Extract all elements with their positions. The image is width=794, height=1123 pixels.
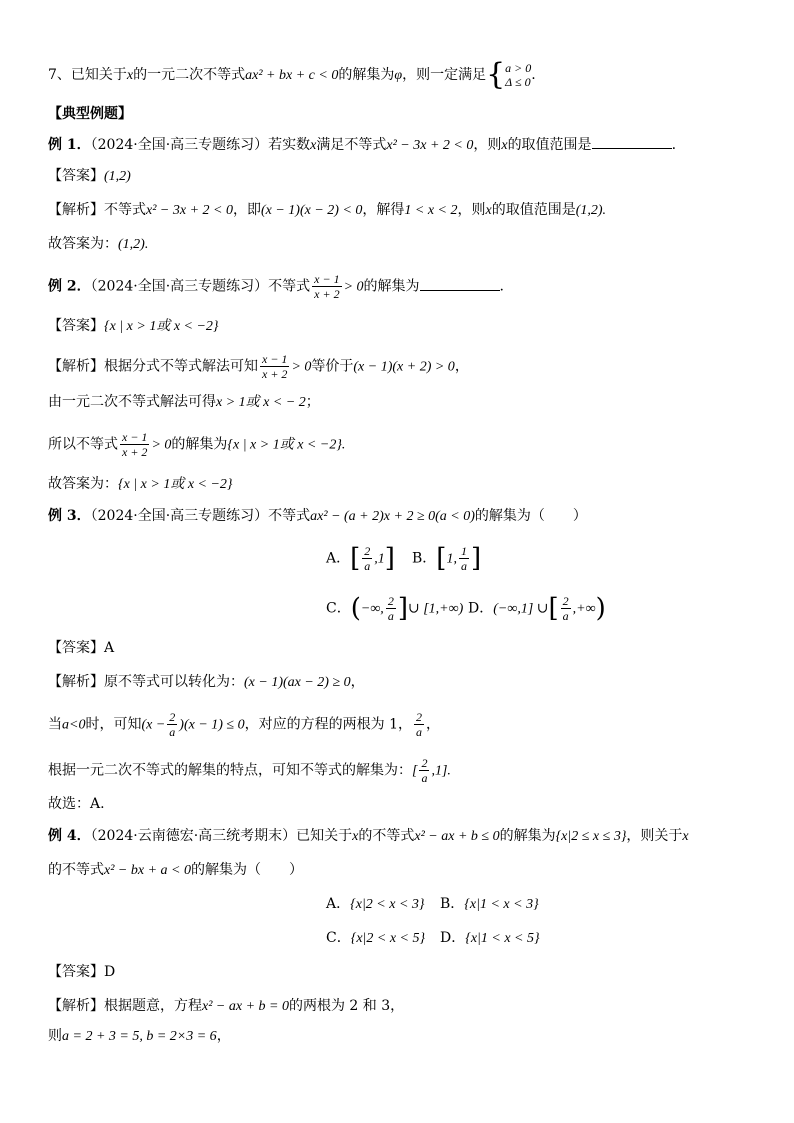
numerator: 2 [169, 710, 176, 724]
denominator: a [421, 771, 428, 785]
final-label: 故答案为： [48, 476, 118, 492]
option-label: A． [326, 896, 351, 912]
equivalent-inequality: (x − 1)(x + 2) > 0 [353, 359, 455, 375]
answer-value: D [104, 964, 116, 980]
denominator: a [169, 725, 176, 739]
numerator: x − 1 [314, 272, 340, 286]
numerator: x − 1 [122, 430, 148, 444]
punct: ； [305, 394, 320, 410]
text: 等价于 [311, 358, 354, 375]
source: （2024·云南德宏·高三统考期末）已知关于 [90, 828, 353, 844]
example-1-answer [48, 166, 131, 187]
text: 的不等式 [358, 828, 415, 844]
example-4-question [48, 826, 689, 847]
answer-value: (1,2) [104, 169, 131, 184]
example-3-final: 故选：A. [48, 796, 105, 812]
numerator: 2 [364, 544, 371, 558]
left-brace: { [486, 57, 506, 92]
answer-label: 【答案】 [48, 318, 104, 334]
var-x: x [352, 829, 359, 844]
final-value: (1,2). [118, 237, 149, 252]
tail: ,+∞ [572, 601, 596, 617]
option-value: {x|2 < x < 3} [350, 897, 425, 912]
text: 的解集为 [171, 436, 228, 453]
inequality: x² − 3x + 2 < 0 [146, 203, 233, 218]
option-b[interactable] [440, 894, 539, 915]
text: 不等式 [104, 202, 146, 218]
bracket: ] [384, 543, 395, 574]
option-d[interactable] [440, 928, 540, 949]
example-2-analysis-line3 [48, 430, 345, 459]
text: ，则关于 [626, 828, 683, 844]
expr-tail: )(x − 1) ≤ 0 [179, 717, 245, 733]
fraction [167, 710, 177, 739]
bracket: ) [595, 593, 606, 624]
punct: ， [216, 1028, 231, 1044]
text: 则 [48, 1028, 62, 1044]
example-3-analysis-line3 [48, 756, 451, 785]
option-a[interactable] [326, 544, 395, 573]
example-label: 例 3． [48, 508, 91, 524]
text: 满足不等式 [316, 137, 387, 153]
item7-text3: 的解集为 [338, 67, 395, 83]
example-2-analysis [48, 352, 469, 381]
bracket: [ [548, 593, 559, 624]
option-value: {x|2 < x < 5} [350, 931, 426, 946]
example-1-analysis [48, 200, 606, 221]
denominator: a [387, 609, 394, 623]
analysis-label: 【解析】 [48, 202, 104, 218]
head: 1, [446, 551, 457, 567]
fraction [561, 594, 571, 623]
example-2-question [48, 272, 504, 301]
option-label: C． [326, 600, 351, 617]
fraction [419, 756, 429, 785]
solution: x > 1或 x < − 2 [216, 395, 306, 410]
empty-set-symbol: φ [394, 68, 403, 83]
inequality: x² − bx + a < 0 [104, 863, 191, 878]
comparison: > 0 [343, 279, 364, 295]
text: 所以不等式 [48, 436, 118, 453]
period: . [671, 137, 677, 153]
solution: 1 < x < 2 [404, 203, 458, 218]
text: 原不等式可以转化为： [104, 674, 244, 690]
option-c[interactable] [326, 594, 463, 623]
denominator: a [562, 609, 569, 623]
bracket: [ [436, 543, 447, 574]
var-x: x [485, 203, 492, 218]
condition: a<0 [62, 717, 86, 733]
fraction [414, 710, 424, 739]
option-label: D． [468, 600, 494, 617]
inequality: x² − ax + b ≤ 0 [414, 829, 500, 844]
bracket: [ [412, 763, 418, 779]
option-c[interactable] [326, 928, 425, 949]
condition-system [505, 61, 531, 89]
fraction [362, 544, 372, 573]
option-label: B． [440, 896, 465, 912]
tail: ,1 [374, 551, 385, 567]
text: ，则 [473, 137, 502, 153]
text: 的取值范围是 [507, 137, 592, 153]
section-heading: 【典型例题】 [48, 106, 132, 122]
var-x: x [126, 68, 134, 83]
answer-blank[interactable] [592, 134, 672, 149]
comparison: > 0 [291, 359, 312, 375]
bracket: ( [350, 593, 361, 624]
final-value: {x | x > 1或 x < −2} [118, 477, 233, 492]
example-3-analysis-line2 [48, 710, 440, 739]
numerator: 1 [460, 544, 467, 558]
text: 时，可知 [85, 716, 142, 733]
period: . [531, 67, 536, 83]
condition-a-positive: a > 0 [505, 61, 532, 75]
option-value: {x|1 < x < 5} [465, 931, 540, 946]
final-label: 故答案为： [48, 236, 118, 252]
numerator: 2 [415, 710, 422, 724]
numerator: 2 [421, 756, 428, 770]
example-label: 例 4． [48, 828, 91, 844]
text: 的解集为 [363, 278, 420, 295]
answer-label: 【答案】 [48, 964, 104, 980]
example-1-final [48, 234, 148, 255]
equation: x² − ax + b = 0 [202, 999, 289, 1014]
solution-set: {x | x > 1或 x < −2}. [227, 437, 346, 453]
var-x: x [310, 138, 317, 153]
text: 的不等式 [48, 862, 104, 878]
fraction [120, 430, 149, 459]
answer-value: {x | x > 1或 x < −2} [104, 319, 219, 334]
text: ，解得 [362, 202, 405, 218]
expression: a = 2 + 3 = 5, b = 2×3 = 6 [62, 1029, 217, 1044]
head: (−∞,1] ∪ [493, 601, 549, 617]
option-value: {x|1 < x < 3} [464, 897, 539, 912]
text: ，对应的方程的两根为 1， [244, 716, 412, 733]
option-d[interactable] [468, 594, 606, 623]
numerator: x − 1 [262, 352, 288, 366]
answer-label: 【答案】 [48, 168, 104, 184]
item7-text: 7、已知关于 [48, 67, 127, 83]
denominator: a [415, 725, 422, 739]
text: 的解集为（ ） [190, 862, 303, 878]
option-a[interactable] [326, 894, 425, 915]
bracket: ] [470, 543, 482, 574]
example-4-answer [48, 962, 115, 982]
bracket: ] [397, 593, 408, 624]
source: （2024·全国·高三专题练习）若实数 [90, 137, 311, 153]
answer-value: A [104, 640, 115, 656]
fraction [459, 544, 469, 573]
analysis-label: 【解析】 [48, 998, 104, 1014]
example-2-analysis-line2 [48, 392, 320, 413]
inequality: x² − 3x + 2 < 0 [386, 138, 474, 153]
denominator: x + 2 [262, 367, 288, 381]
example-label: 例 2． [48, 278, 91, 295]
text: 根据一元二次不等式的解集的特点，可知不等式的解集为： [48, 762, 412, 779]
example-2-final [48, 474, 233, 495]
item7-text2: 的一元二次不等式 [133, 67, 246, 83]
condition-delta: Δ ≤ 0 [505, 75, 531, 89]
factored-inequality: (x − 1)(x − 2) < 0 [260, 203, 363, 218]
tail: ∪ [1,+∞) [407, 601, 464, 617]
option-label: C． [326, 930, 351, 946]
item7-inequality: ax² + bx + c < 0 [245, 68, 339, 83]
punct: ， [454, 358, 469, 375]
example-4-question-line2 [48, 860, 303, 881]
source: （2024·全国·高三专题练习）不等式 [90, 278, 311, 295]
analysis-label: 【解析】 [48, 674, 104, 690]
numerator: 2 [387, 594, 394, 608]
option-label: B． [412, 550, 437, 567]
text: 根据分式不等式解法可知 [104, 358, 258, 375]
example-2-answer [48, 316, 219, 337]
item-7 [48, 57, 536, 92]
answer-blank[interactable] [420, 276, 500, 291]
example-1-question [48, 134, 676, 156]
period: . [499, 278, 504, 295]
denominator: a [460, 559, 467, 573]
text: 的解集为（ ） [474, 508, 587, 524]
var-x: x [501, 138, 508, 153]
example-4-analysis [48, 996, 404, 1017]
text: 由一元二次不等式解法可得 [48, 394, 216, 410]
punct: ， [350, 674, 365, 690]
item7-text4: ，则一定满足 [402, 67, 487, 83]
text: ，即 [232, 202, 261, 218]
punct: ， [425, 716, 440, 733]
range: (1,2). [575, 203, 607, 218]
denominator: a [364, 559, 371, 573]
denominator: x + 2 [314, 287, 340, 301]
text: ，则 [457, 202, 486, 218]
comparison: > 0 [151, 437, 172, 453]
answer-label: 【答案】 [48, 640, 104, 656]
bracket: [ [350, 543, 361, 574]
fraction [386, 594, 396, 623]
tail: ,1]. [431, 763, 451, 779]
example-3-question [48, 506, 587, 527]
fraction [312, 272, 341, 301]
text: 的两根为 2 和 3， [288, 998, 405, 1014]
option-b[interactable] [412, 544, 481, 573]
var-x: x [682, 829, 689, 844]
analysis-label: 【解析】 [48, 358, 104, 375]
expr-head: (x − [141, 717, 166, 733]
option-label: A． [326, 550, 351, 567]
head: −∞, [360, 601, 384, 617]
example-label: 例 1． [48, 137, 91, 153]
option-label: D． [440, 930, 466, 946]
example-3-analysis [48, 672, 365, 693]
fraction [260, 352, 289, 381]
text: 的解集为 [499, 828, 556, 844]
solution-set: {x|2 ≤ x ≤ 3} [555, 829, 627, 844]
source: （2024·全国·高三专题练习）不等式 [90, 508, 311, 524]
denominator: x + 2 [122, 445, 148, 459]
converted-inequality: (x − 1)(ax − 2) ≥ 0 [244, 675, 351, 690]
text: 当 [48, 716, 62, 733]
numerator: 2 [562, 594, 569, 608]
example-3-answer [48, 638, 114, 658]
example-4-analysis-line2 [48, 1026, 231, 1047]
text: 的取值范围是 [491, 202, 576, 218]
inequality: ax² − (a + 2)x + 2 ≥ 0(a < 0) [310, 509, 475, 524]
text: 根据题意，方程 [104, 998, 202, 1014]
